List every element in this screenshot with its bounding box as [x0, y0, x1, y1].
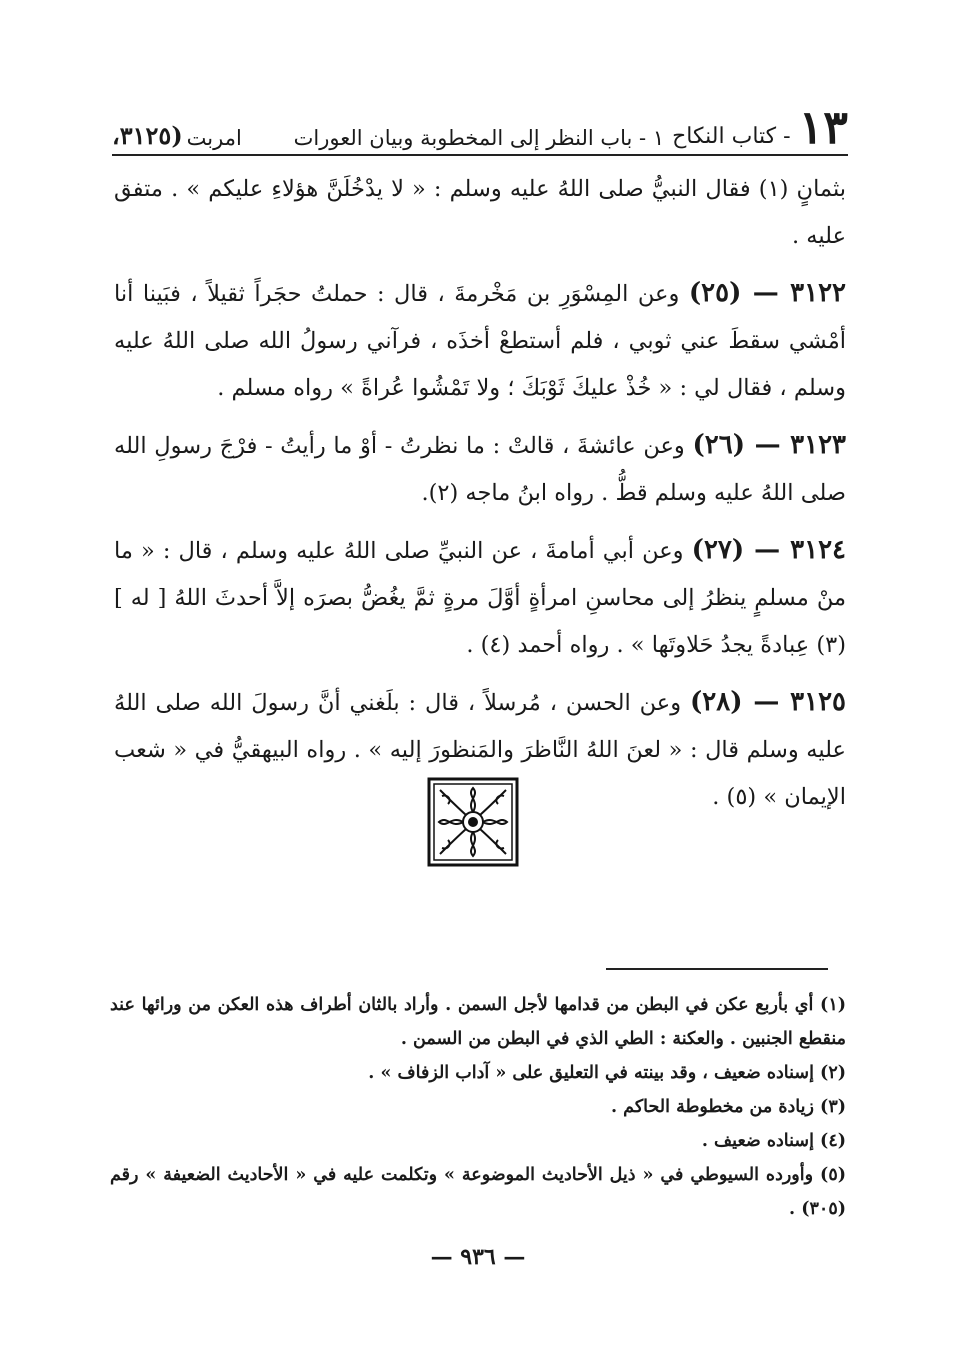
footnote-separator [606, 968, 828, 970]
main-text [114, 166, 846, 831]
hadith-number: ٣١٢٣ — (٢٦) [692, 430, 846, 460]
hadith-text: وعن أبي أمامةَ ، عن النبيِّ صلى اللهُ عليه وسلم ، قال : « ما منْ مسلمٍ ينظرُ إلى محاسنِ امرأةٍ أوَّلَ مرةٍ ثمَّ يغُضُّ بصرَه إلاَّ أحدثَ اللهُ [ له ] (٣) عِبادةً يجدُ حَلاوتَها » . رواه أحمد (٤) . [114, 538, 846, 658]
footnote: (٥) وأورده السيوطي في « ذيل الأحاديث الموضوعة » وتكلمت عليه في « الأحاديث الضعيفة » رقم (٣٠٥) . [110, 1165, 846, 1219]
book-number: ١٣ [798, 100, 848, 154]
hadith-number: ٣١٢٢ — (٢٥) [688, 278, 847, 308]
page-number: — ٩٣٦ — [430, 1244, 526, 1270]
running-header [112, 92, 848, 156]
hadith-paragraph [114, 270, 846, 412]
hadith-paragraph [114, 527, 846, 669]
hadith-number: ٣١٢٥ — (٢٨) [689, 687, 847, 717]
header-book-title [264, 100, 848, 154]
footnote: (٤) إسناده ضعيف . [701, 1131, 846, 1151]
hadith-paragraph [114, 422, 846, 517]
hadith-text: وعن المِسْوَرِ بن مَخْرمةَ ، قال : حملتُ حجَراً ثقيلاً ، فبَينا أنا أمْشي سقطَ عني ثوبي ، فلم أستطعْ أخذَه ، فرآني رسولُ الله صلى اللهُ عليه وسلم ، فقال لي : « خُذْ عليكَ ثَوْبَكَ ؛ ولا تَمْشُوا عُراةً » رواه مسلم . [114, 281, 846, 401]
hadith-range [112, 121, 242, 150]
footnotes [110, 988, 846, 1226]
footnote: (٣) زيادة من مخطوطة الحاكم . [610, 1097, 846, 1117]
hadith-text: وعن الحسن ، مُرسلاً ، قال : بلَغني أنَّ رسولَ الله صلى اللهُ عليه وسلم قال : « لعنَ اللهُ النَّاظرَ والمَنظورَ إليه » . رواه البيهقيُّ في « شعب الإيمان » (٥) . [114, 690, 846, 810]
hadith-text: وعن عائشةَ ، قالتْ : ما نظرتُ - أوْ ما رأيتُ - فرْجَ رسولِ الله صلى اللهُ عليه وسلم قطُّ . رواه ابنُ ماجه (٢). [114, 433, 846, 506]
book-name: - كتاب النكاح [672, 123, 791, 149]
paragraph [114, 166, 846, 260]
floral-ornament-icon [426, 776, 520, 868]
range-numbers: (٣١٢٥، [112, 121, 183, 150]
hadith-number: ٣١٢٤ — (٢٧) [691, 535, 846, 565]
paragraph-text: بثمانٍ (١) فقال النبيُّ صلى اللهُ عليه وسلم : « لا يدْخُلَنَّ هؤلاءِ عليكم » . متفق عليه . [114, 176, 846, 249]
chapter-title: ١ - باب النظر إلى المخطوبة وبيان العورات [293, 126, 665, 150]
range-prefix: امربت [186, 126, 242, 150]
footnote: (٢) إسناده ضعيف ، وقد بينته في التعليق على « آداب الزفاف » . [368, 1063, 846, 1083]
footnote: (١) أي بأربع عكن في البطن من قدامها لأجل السمن . وأراد بالثان أطراف هذه العكن من ورائها عند منقطع الجنبين . والعكنة : الطي الذي في البطن من السمن . [110, 995, 846, 1049]
